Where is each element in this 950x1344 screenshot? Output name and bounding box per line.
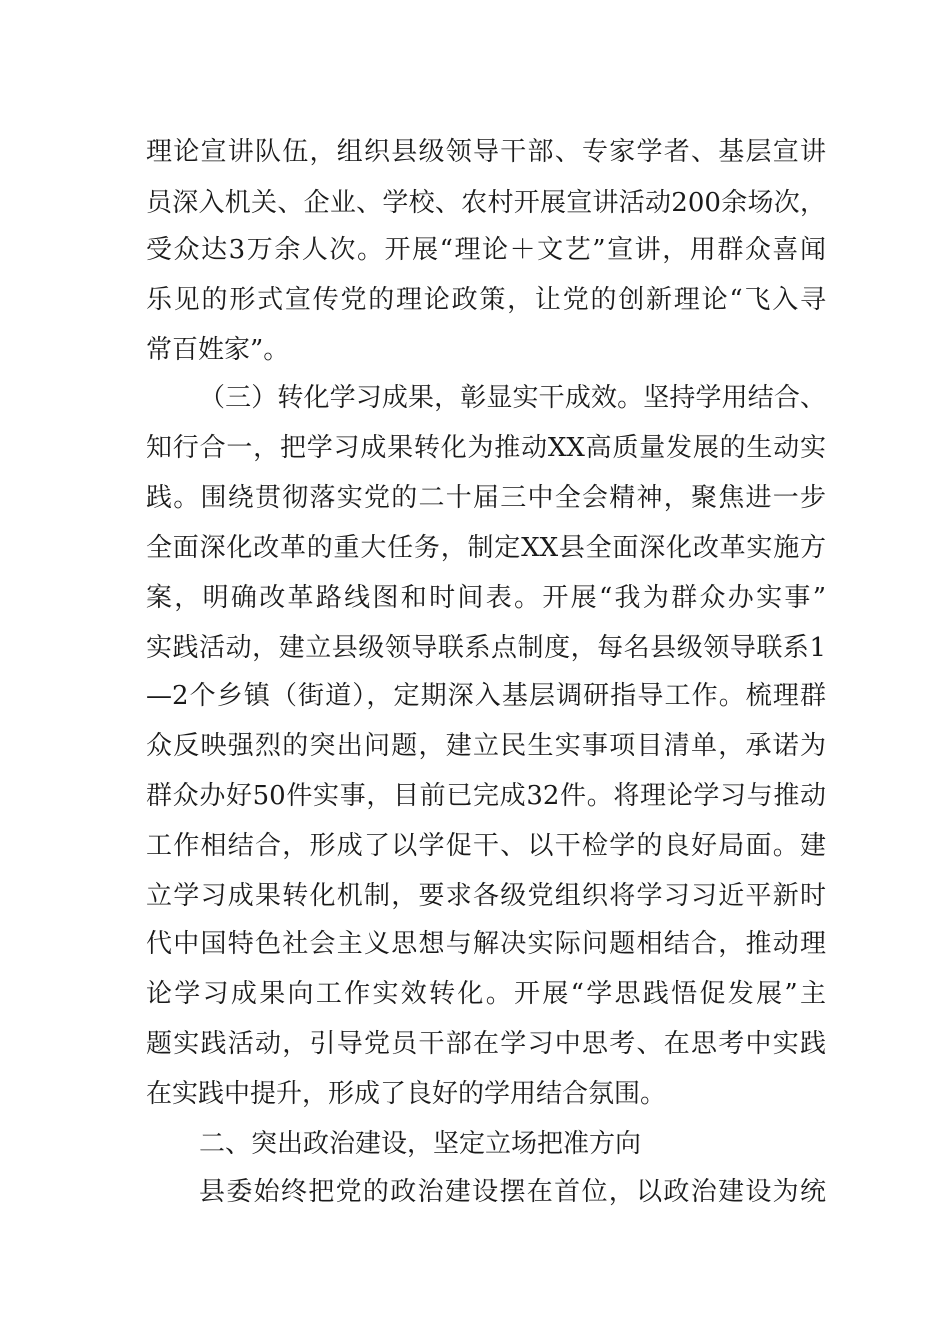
paragraph-line: 众反映强烈的突出问题，建立民生实事项目清单，承诺为 [146,731,826,761]
paragraph-line: 工作相结合，形成了以学促干、以干检学的良好局面。建 [146,831,826,861]
chapter-heading: 二、突出政治建设，坚定立场把准方向 [199,1129,642,1159]
paragraph-line: 在实践中提升，形成了良好的学用结合氛围。 [146,1079,667,1109]
paragraph-line: 代中国特色社会主义思想与解决实际问题相结合，推动理 [146,929,826,959]
paragraph-line: 群众办好50件实事，目前已完成32件。将理论学习与推动 [146,781,826,811]
paragraph-line: 案，明确改革路线图和时间表。开展“我为群众办实事” [146,583,826,613]
paragraph-line: 实践活动，建立县级领导联系点制度，每名县级领导联系1 [146,633,826,663]
section-heading-line: （三）转化学习成果，彰显实干成效。坚持学用结合、 [199,383,826,413]
paragraph-line: —2个乡镇（街道），定期深入基层调研指导工作。梳理群 [146,681,826,711]
paragraph-line: 受众达3万余人次。开展“理论＋文艺”宣讲，用群众喜闻 [146,235,826,265]
paragraph-line: 全面深化改革的重大任务，制定XX县全面深化改革实施方 [146,533,826,563]
paragraph-line: 员深入机关、企业、学校、农村开展宣讲活动200余场次， [146,188,826,218]
paragraph-line: 知行合一，把学习成果转化为推动XX高质量发展的生动实 [146,433,826,463]
paragraph-line: 县委始终把党的政治建设摆在首位，以政治建设为统 [199,1177,826,1207]
paragraph-line: 乐见的形式宣传党的理论政策，让党的创新理论“飞入寻 [146,285,826,315]
paragraph-line: 理论宣讲队伍，组织县级领导干部、专家学者、基层宣讲 [146,137,826,167]
paragraph-line: 常百姓家”。 [146,335,290,365]
paragraph-line: 践。围绕贯彻落实党的二十届三中全会精神，聚焦进一步 [146,483,826,513]
paragraph-line: 论学习成果向工作实效转化。开展“学思践悟促发展”主 [146,979,826,1009]
paragraph-line: 题实践活动，引导党员干部在学习中思考、在思考中实践 [146,1029,826,1059]
paragraph-line: 立学习成果转化机制，要求各级党组织将学习习近平新时 [146,881,826,911]
